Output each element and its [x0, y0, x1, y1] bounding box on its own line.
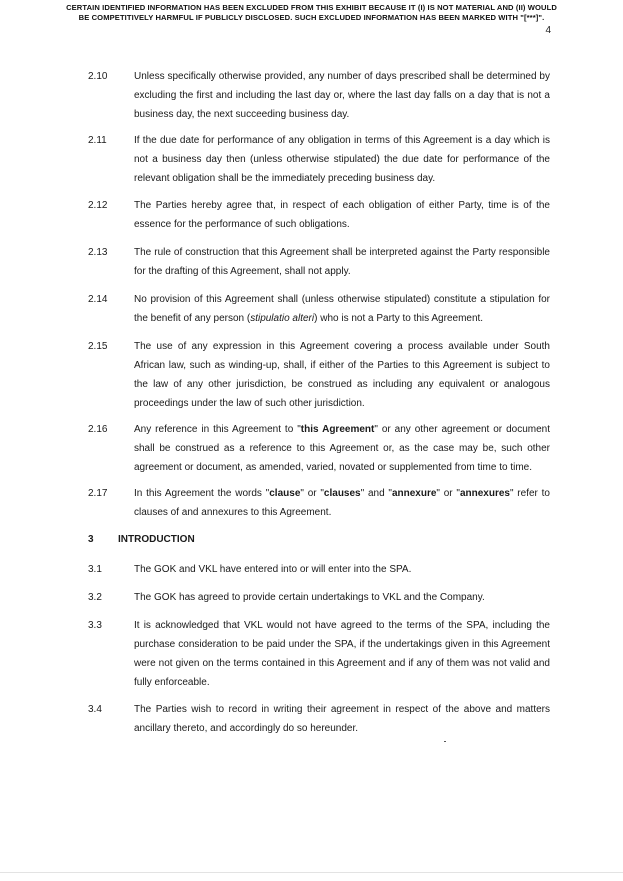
- clause-text: Unless specifically otherwise provided, any number of days prescribed shall be determined by excluding the first and including the last day or, where the last day falls on a day that is not a business day, the next succeeding business day.: [134, 71, 550, 120]
- clause-text-part: " and ": [360, 488, 392, 499]
- clause-number: 3.1: [88, 564, 102, 575]
- clause-text: It is acknowledged that VKL would not have agreed to the terms of the SPA, including the purchase consideration to be paid under the SPA, if the undertakings given in this Agreement were not given on the terms contained in this Agreement and if any of them was not valid and fully enforceable.: [134, 620, 550, 688]
- defined-term: annexure: [391, 488, 437, 499]
- defined-term: annexures: [459, 488, 510, 499]
- clause-2-13: [88, 243, 550, 281]
- section-title: INTRODUCTION: [118, 534, 195, 545]
- clause-2-12: [88, 196, 550, 234]
- clause-3-3: [88, 616, 550, 692]
- clause-number: 2.12: [88, 200, 108, 211]
- clause-text: [134, 290, 550, 328]
- clause-number: 2.15: [88, 341, 108, 352]
- clause-latin-term: stipulatio alteri: [250, 313, 315, 324]
- clause-text: The rule of construction that this Agreement shall be interpreted against the Party responsible for the drafting of this Agreement, shall not apply.: [134, 247, 550, 277]
- clause-2-10: [88, 67, 550, 124]
- confidentiality-notice: [6, 3, 617, 22]
- clause-text: If the due date for performance of any obligation in terms of this Agreement is a day which is not a business day then (unless otherwise stipulated) the due date for performance of the relevant obligation shall be the immediately preceding business day.: [134, 135, 550, 184]
- clause-2-16: [88, 420, 550, 477]
- scan-speck: [444, 741, 446, 742]
- clause-text: The use of any expression in this Agreement covering a process available under South African law, such as winding-up, shall, if either of the Parties to this Agreement is subject to the law of any other jurisdiction, be construed as including any equivalent or analogous proceedings under the law of such other jurisdiction.: [134, 341, 550, 409]
- clause-number: 2.14: [88, 294, 108, 305]
- clause-2-17: [88, 484, 550, 522]
- page-bottom-edge: [0, 872, 623, 873]
- defined-term: clauses: [323, 488, 361, 499]
- clause-text: [134, 420, 550, 477]
- clause-text-part: " refer to clauses of and annexures to this Agreement.: [134, 488, 550, 518]
- clause-text-part: ) who is not a Party to this Agreement.: [314, 313, 484, 324]
- clause-2-11: [88, 131, 550, 188]
- clause-3-2: [88, 588, 550, 607]
- clause-number: 2.11: [88, 135, 107, 146]
- clause-text: The GOK has agreed to provide certain undertakings to VKL and the Company.: [134, 592, 485, 603]
- section-number: 3: [88, 534, 94, 545]
- clause-text-part: " or any other agreement or document shall be construed as a reference to this Agreement or, as the case may be, such other agreement or document, as amended, varied, novated or supplemented from time to time.: [134, 424, 550, 473]
- notice-line-2: BE COMPETITIVELY HARMFUL IF PUBLICLY DISCLOSED. SUCH EXCLUDED INFORMATION HAS BEEN MARKED WITH "[***]".: [78, 12, 545, 22]
- clause-2-14: [88, 290, 550, 328]
- notice-line-1: CERTAIN IDENTIFIED INFORMATION HAS BEEN EXCLUDED FROM THIS EXHIBIT BECAUSE IT (I) IS NOT MATERIAL AND (II) WOULD: [66, 3, 557, 12]
- clause-number: 2.17: [88, 488, 108, 499]
- clause-text-part: " or ": [436, 488, 460, 499]
- defined-term: this Agreement: [300, 424, 375, 435]
- clause-text: The Parties wish to record in writing their agreement in respect of the above and matters ancillary thereto, and accordingly do so hereunder.: [134, 704, 550, 734]
- clause-text-part: Any reference in this Agreement to ": [134, 424, 301, 435]
- clause-text: The GOK and VKL have entered into or will enter into the SPA.: [134, 564, 412, 575]
- page-number: 4: [545, 25, 551, 36]
- clause-number: 3.2: [88, 592, 102, 603]
- clause-text-part: " or ": [300, 488, 324, 499]
- clause-text: [134, 484, 550, 522]
- clause-2-15: [88, 337, 550, 413]
- clause-text: The Parties hereby agree that, in respect of each obligation of either Party, time is of the essence for the performance of such obligations.: [134, 200, 550, 230]
- defined-term: clause: [269, 488, 301, 499]
- clause-number: 3.3: [88, 620, 102, 631]
- clause-number: 3.4: [88, 704, 102, 715]
- clause-number: 2.13: [88, 247, 108, 258]
- clause-text-part: In this Agreement the words ": [134, 488, 270, 499]
- clause-number: 2.10: [88, 71, 108, 82]
- clause-3-1: [88, 560, 550, 579]
- clause-3-4: [88, 700, 550, 738]
- clause-number: 2.16: [88, 424, 108, 435]
- clause-text-part: No provision of this Agreement shall (unless otherwise stipulated) constitute a stipulation for the benefit of any person (: [134, 294, 550, 324]
